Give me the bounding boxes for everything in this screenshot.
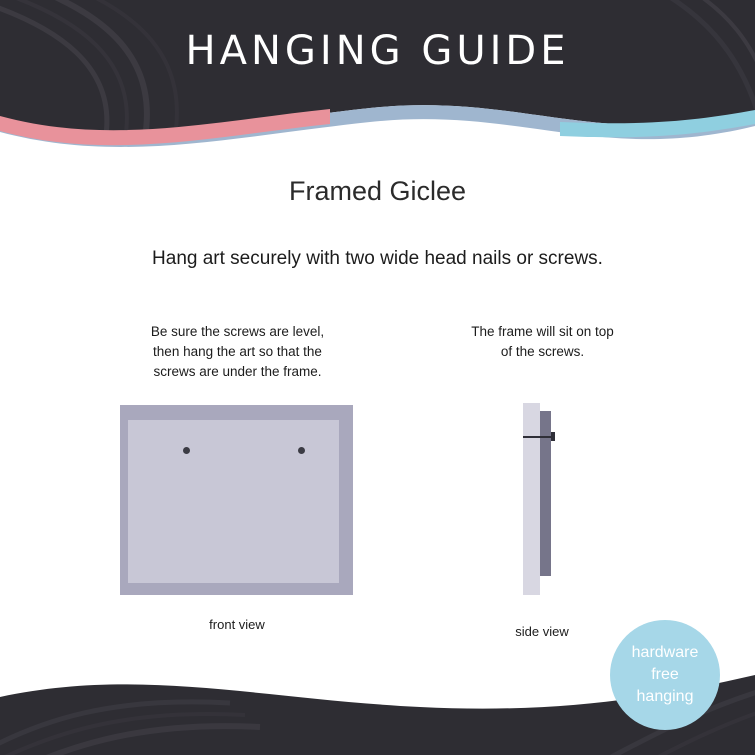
header-wave-graphic bbox=[0, 0, 755, 150]
badge-line-1: hardware bbox=[631, 644, 699, 661]
screw-dot-right-icon bbox=[298, 447, 305, 454]
frame-inner-area bbox=[128, 420, 339, 583]
front-view-label: front view bbox=[209, 617, 265, 632]
panel-side-view bbox=[405, 322, 680, 362]
page-title: HANGING GUIDE bbox=[185, 28, 570, 74]
side-view-diagram bbox=[495, 403, 605, 595]
header-banner bbox=[0, 0, 755, 150]
wall-element bbox=[523, 403, 540, 595]
product-title: Framed Giclee bbox=[288, 176, 467, 206]
status-badge bbox=[610, 620, 720, 730]
caption-line: Be sure the screws are level, bbox=[150, 324, 325, 339]
caption-line: then hang the art so that the bbox=[153, 344, 322, 359]
side-view-label: side view bbox=[515, 624, 569, 639]
panel-front-view bbox=[100, 322, 375, 382]
side-view-caption bbox=[405, 322, 680, 362]
caption-line: screws are under the frame. bbox=[153, 364, 322, 379]
badge-line-2: free bbox=[651, 666, 679, 683]
front-view-diagram bbox=[120, 405, 353, 595]
screw-dot-left-icon bbox=[183, 447, 190, 454]
badge-line-3: hanging bbox=[636, 688, 694, 705]
caption-line: of the screws. bbox=[500, 344, 585, 359]
screw-head-icon bbox=[551, 432, 555, 441]
lead-instruction: Hang art securely with two wide head nails or screws. bbox=[152, 248, 603, 269]
caption-line: The frame will sit on top bbox=[471, 324, 614, 339]
front-view-caption bbox=[100, 322, 375, 382]
